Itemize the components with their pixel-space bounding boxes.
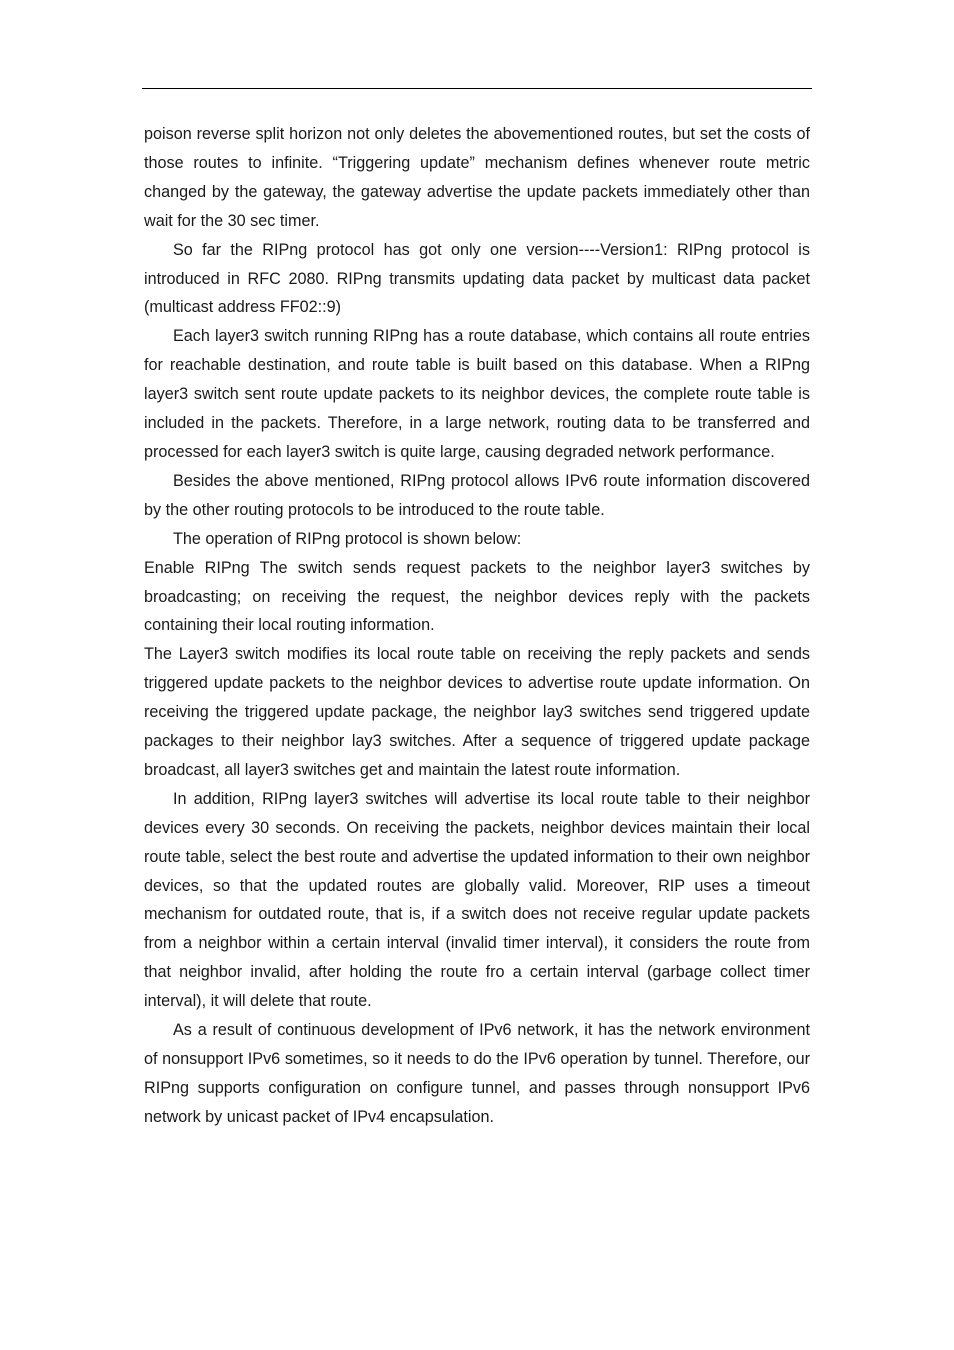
paragraph-route-introduction: Besides the above mentioned, RIPng protocol allows IPv6 route information discovered by the other routing protocols to be introduced to the route table. bbox=[144, 471, 810, 519]
paragraph-ripng-version: So far the RIPng protocol has got only one version----Version1: RIPng protocol is introduced in RFC 2080. RIPng transmits updating data packet by multicast data packet (multicast address FF02::9) bbox=[144, 240, 810, 317]
paragraph-tunnel: As a result of continuous development of IPv6 network, it has the network environment of nonsupport IPv6 sometimes, so it needs to do the IPv6 operation by tunnel. Therefore, our RIPng supports configuration on configure tunnel, and passes through nonsupport IPv6 network by unicast packet of IPv4 encapsulation. bbox=[144, 1021, 810, 1126]
header-rule bbox=[142, 88, 812, 89]
paragraph-periodic-advertise: In addition, RIPng layer3 switches will advertise its local route table to their neighbor devices every 30 seconds. On receiving the packets, neighbor devices maintain their local route table, select the best route and advertise the updated information to their own neighbor devices, so that the updated routes are globally valid. Moreover, RIP uses a timeout mechanism for outdated route, that is, if a switch does not receive regular update packets from a neighbor within a certain interval (invalid timer interval), it considers the route from that neighbor invalid, after holding the route fro a certain interval (garbage collect timer interval), it will delete that route. bbox=[144, 789, 810, 1011]
paragraph-operation-intro: The operation of RIPng protocol is shown below: bbox=[173, 529, 522, 548]
page-body bbox=[144, 120, 810, 1132]
paragraph-split-horizon: poison reverse split horizon not only deletes the abovementioned routes, but set the costs of those routes to infinite. “Triggering update” mechanism defines whenever route metric changed by the gateway, the gateway advertise the update packets immediately other than wait for the 30 sec timer. bbox=[144, 125, 810, 230]
paragraph-triggered-update: The Layer3 switch modifies its local route table on receiving the reply packets and sends triggered update packets to the neighbor devices to advertise route update information. On receiving the triggered update package, the neighbor lay3 switches send triggered update packages to their neighbor lay3 switches. After a sequence of triggered update package broadcast, all layer3 switches get and maintain the latest route information. bbox=[144, 645, 810, 779]
paragraph-route-database: Each layer3 switch running RIPng has a route database, which contains all route entries for reachable destination, and route table is built based on this database. When a RIPng layer3 switch sent route update packets to its neighbor devices, the complete route table is included in the packets. Therefore, in a large network, routing data to be transferred and processed for each layer3 switch is quite large, causing degraded network performance. bbox=[144, 327, 810, 461]
paragraph-enable-ripng: Enable RIPng The switch sends request packets to the neighbor layer3 switches by broadcasting; on receiving the request, the neighbor devices reply with the packets containing their local routing information. bbox=[144, 558, 810, 635]
